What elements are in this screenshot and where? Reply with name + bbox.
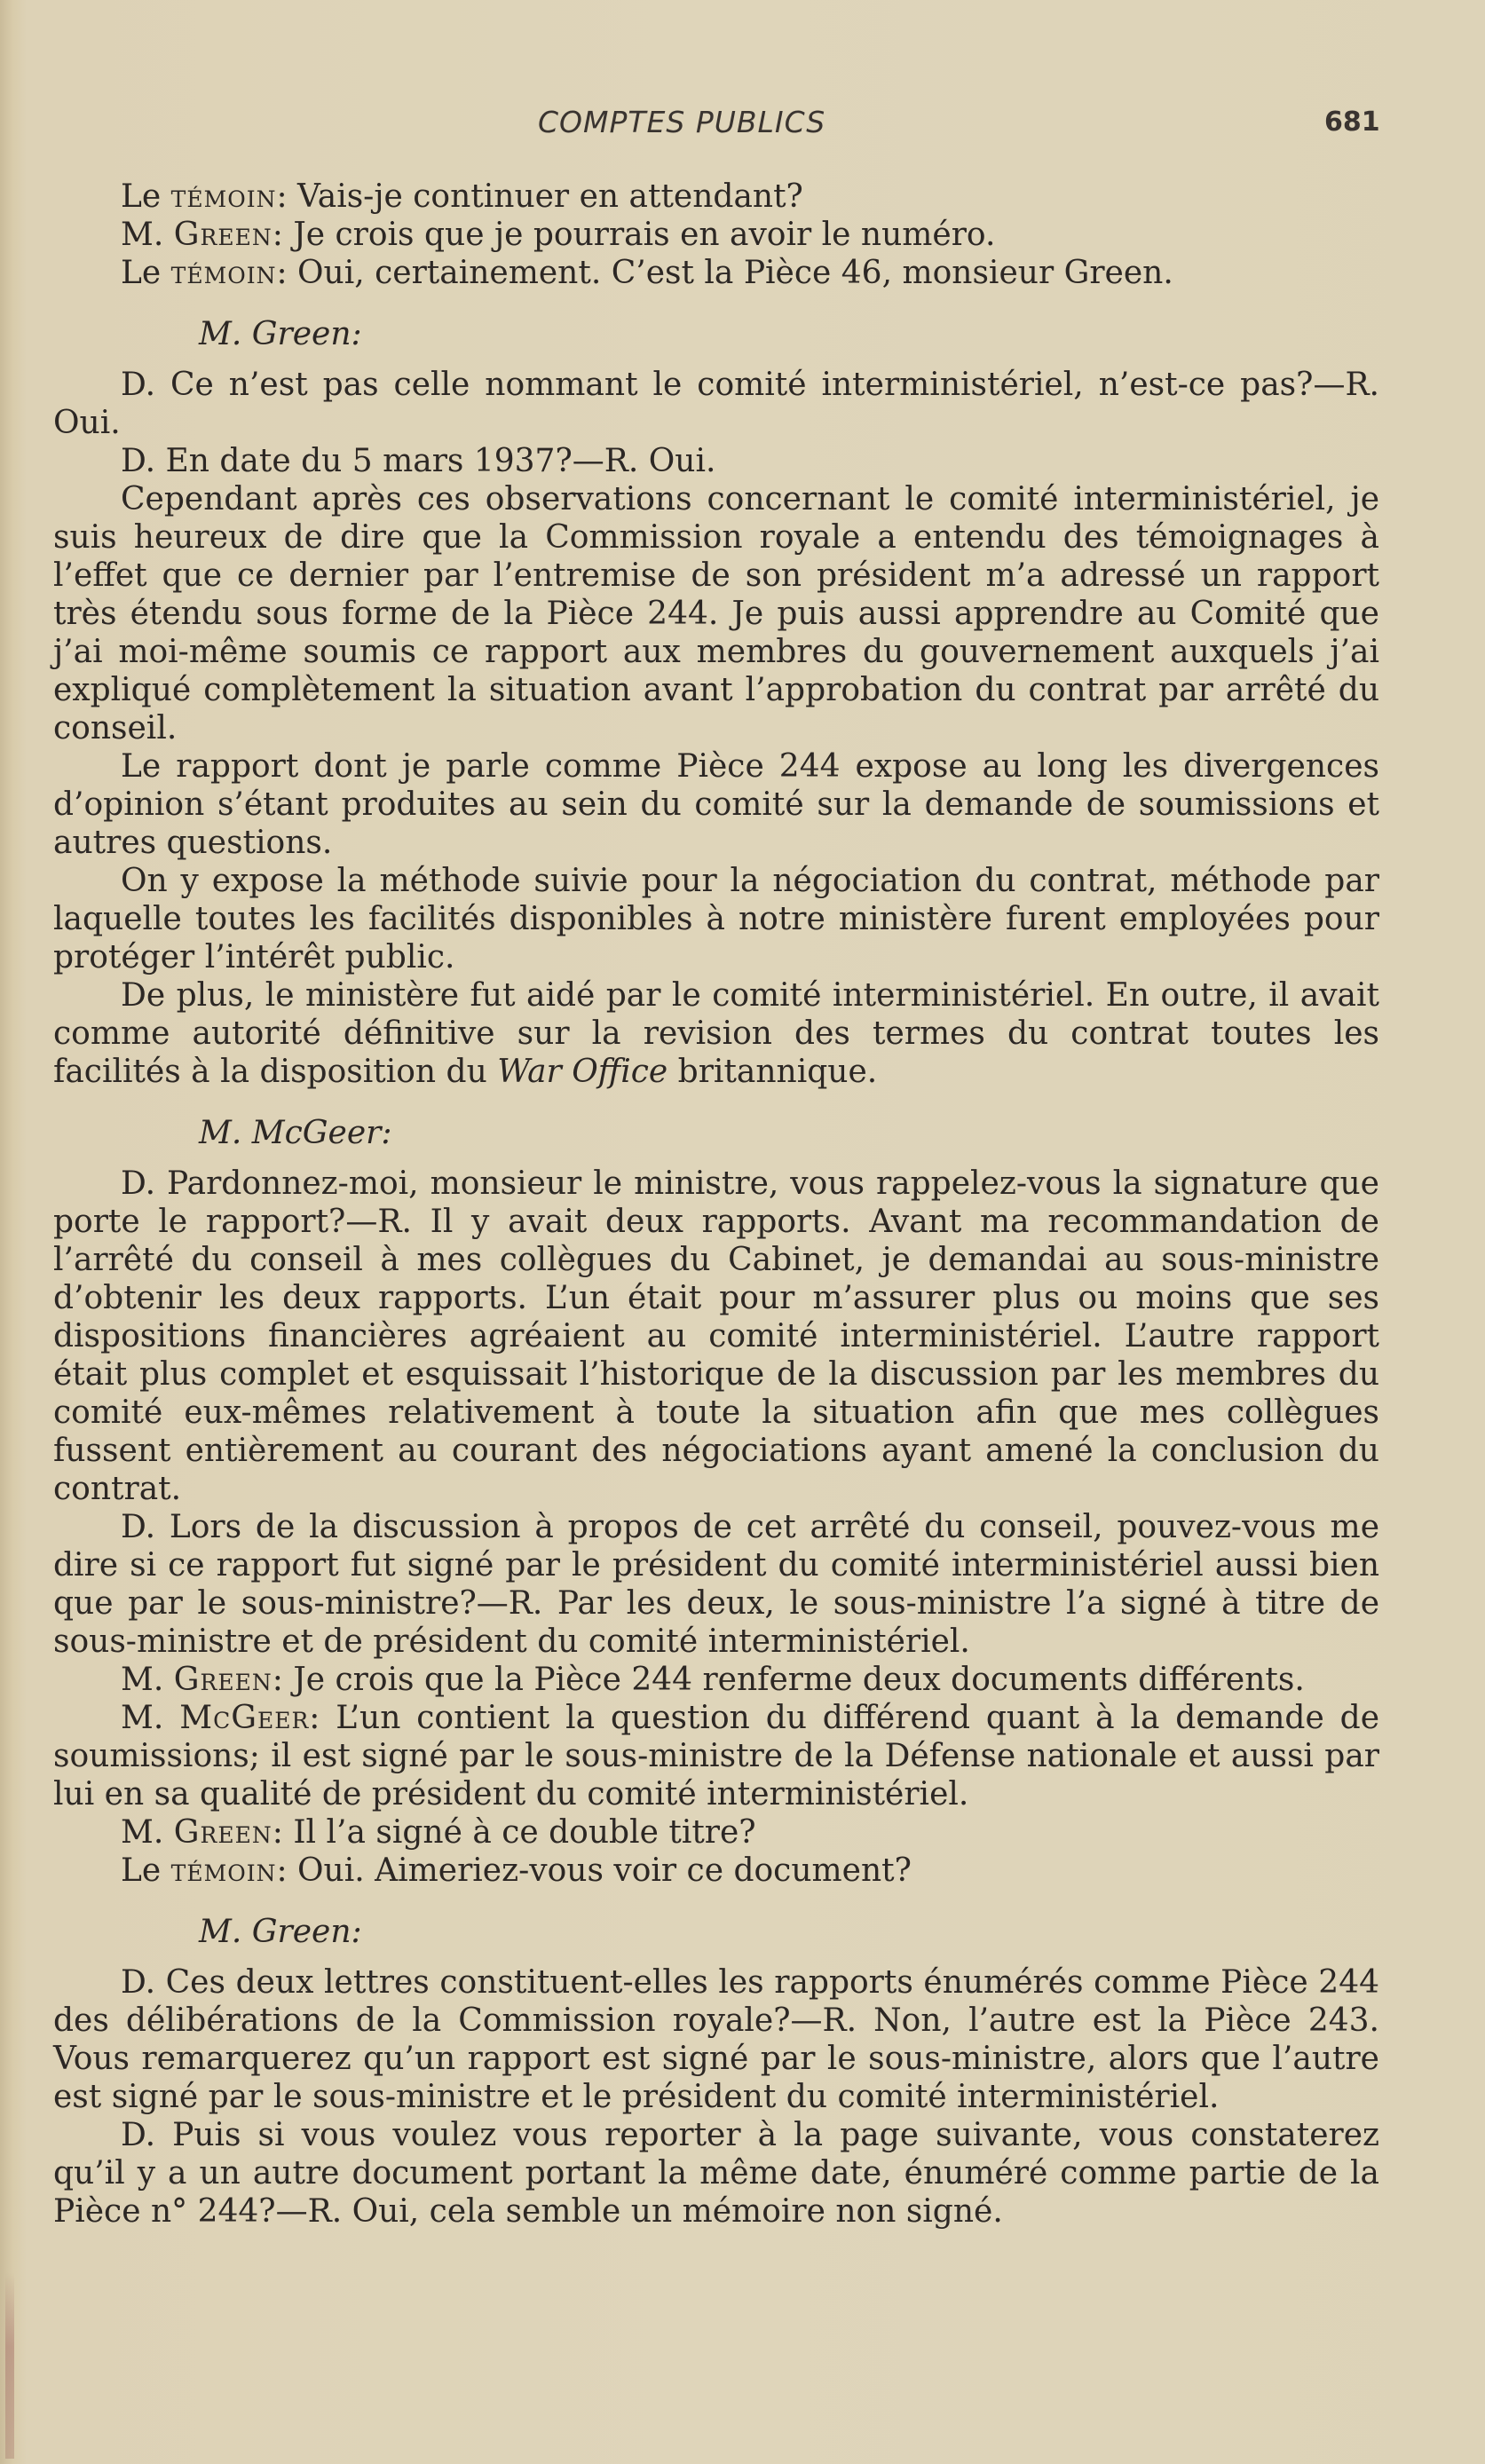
question-answer-paragraph: D. Puis si vous voulez vous reporter à la page suivante, vous constaterez qu’il y a un autre document portant la même date, énuméré comme partie de la Pièce n° 244?—R. Oui, cela semble un mémoire non signé. (53, 2117, 1379, 2230)
examiner-heading: M. McGeer: (199, 1115, 392, 1151)
speech-paragraph: Le témoin: Oui. Aimeriez-vous voir ce document? (121, 1852, 912, 1889)
question-answer-paragraph: D. Ce n’est pas celle nommant le comité interministériel, n’est-ce pas?—R. Oui. (53, 367, 1379, 441)
speaker-name: Green (173, 1662, 273, 1698)
italic-term: War Office (497, 1054, 668, 1090)
running-head-title: COMPTES PUBLICS (538, 105, 826, 139)
speech-paragraph: M. Green: Je crois que je pourrais en avoir le numéro. (121, 217, 996, 253)
testimony-paragraph: Cependant après ces observations concernant le comité interministériel, je suis heureux de dire que la Commission royale a entendu des témoignages à l’effet que ce dernier par l’entremise de son président m’a adressé un rapport très étendu sous forme de la Pièce 244. Je puis aussi apprendre au Comité que j’ai moi-même soumis ce rapport aux membres du gouvernement auxquels j’ai expliqué complètement la situation avant l’approbation du contrat par arrêté du conseil. (53, 481, 1379, 746)
speech-paragraph: M. Green: Je crois que la Pièce 244 renferme deux documents différents. (121, 1662, 1305, 1698)
speaker-name: témoin (170, 1852, 277, 1889)
speech-paragraph: Le témoin: Oui, certainement. C’est la Pièce 46, monsieur Green. (121, 255, 1173, 291)
question-answer-paragraph: D. Ces deux lettres constituent-elles les rapports énumérés comme Pièce 244 des délibérations de la Commission royale?—R. Non, l’autre est la Pièce 243. Vous remarquerez qu’un rapport est signé par le sous-ministre, alors que l’autre est signé par le sous-ministre et le président du comité interministériel. (53, 1964, 1379, 2115)
speaker-name: Green (173, 1814, 273, 1851)
question-answer-paragraph: D. Lors de la discussion à propos de cet arrêté du conseil, pouvez-vous me dire si ce rapport fut signé par le président du comité interministériel aussi bien que par le sous-ministre?—R. Par les deux, le sous-ministre l’a signé à titre de sous-ministre et de président du comité interministériel. (53, 1509, 1379, 1660)
testimony-paragraph: De plus, le ministère fut aidé par le comité interministériel. En outre, il avait comme autorité définitive sur la revision des termes du contrat toutes les facilités à la disposition du War Office britannique. (53, 977, 1379, 1090)
speaker-name: McGeer (179, 1700, 310, 1736)
examiner-heading: M. Green: (199, 316, 362, 352)
question-answer-paragraph: D. Pardonnez-moi, monsieur le ministre, vous rappelez-vous la signature que porte le rapport?—R. Il y avait deux rapports. Avant ma recommandation de l’arrêté du conseil à mes collègues du Cabinet, je demandai au sous-ministre d’obtenir les deux rapports. L’un était pour m’assurer plus ou moins que ses dispositions financières agréaient au comité interministériel. L’autre rapport était plus complet et esquissait l’historique de la discussion par les membres du comité eux-mêmes relativement à toute la situation afin que mes collègues fussent entièrement au courant des négociations ayant amené la conclusion du contrat. (53, 1165, 1379, 1507)
page-body (53, 178, 1379, 2231)
speaker-name: témoin (170, 178, 277, 215)
speech-paragraph: M. Green: Il l’a signé à ce double titre? (121, 1814, 756, 1851)
speech-paragraph: M. McGeer: L’un contient la question du différend quant à la demande de soumissions; il est signé par le sous-ministre de la Défense nationale et aussi par lui en sa qualité de président du comité interministériel. (53, 1700, 1380, 1812)
page-edge-stain (5, 2272, 14, 2459)
page-header (0, 105, 1485, 149)
testimony-paragraph: Le rapport dont je parle comme Pièce 244 expose au long les divergences d’opinion s’étant produites au sein du comité sur la demande de soumissions et autres questions. (53, 748, 1379, 861)
speaker-name: témoin (170, 255, 277, 291)
speech-paragraph: Le témoin: Vais-je continuer en attendant? (121, 178, 803, 215)
speaker-name: Green (173, 217, 273, 253)
testimony-paragraph: On y expose la méthode suivie pour la négociation du contrat, méthode par laquelle toutes les facilités disponibles à notre ministère furent employées pour protéger l’intérêt public. (53, 863, 1379, 975)
examiner-heading: M. Green: (199, 1914, 362, 1950)
page-number: 681 (1324, 107, 1380, 138)
question-answer-paragraph: D. En date du 5 mars 1937?—R. Oui. (121, 443, 716, 479)
